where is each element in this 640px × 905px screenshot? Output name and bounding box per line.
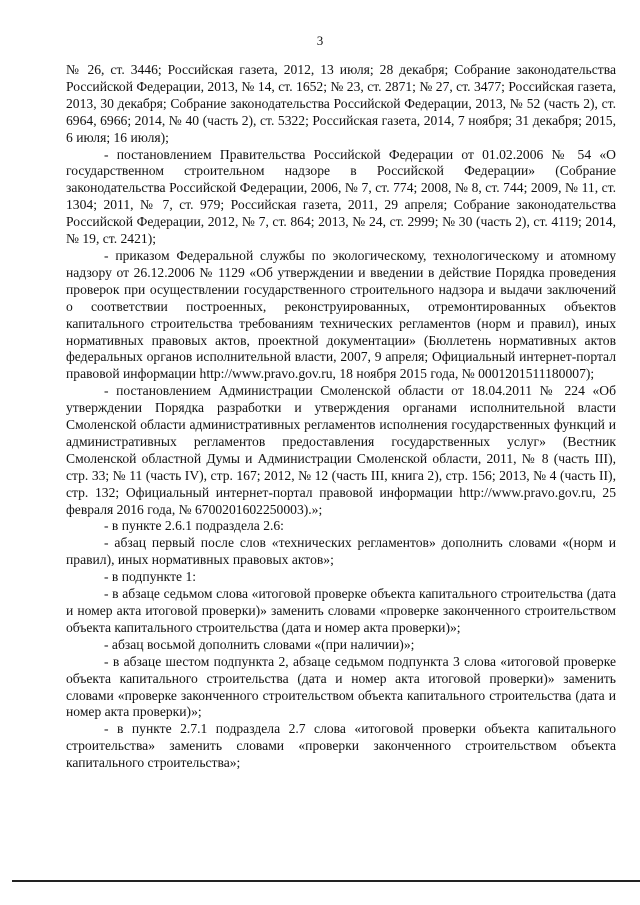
- paragraph: - в абзаце шестом подпункта 2, абзаце седьмом подпункта 3 слова «итоговой проверке объекта капитального строительства (дата и номер акта итоговой проверки)» заменить словами «проверке законченного строительством объекта капитального строительства (дата и номер акта проверки)»;: [66, 653, 616, 720]
- document-body: [66, 62, 616, 772]
- paragraph: № 26, ст. 3446; Российская газета, 2012, 13 июля; 28 декабря; Собрание законодательства Российской Федерации, 2013, № 14, ст. 1652; № 23, ст. 2871; № 27, ст. 3477; Российская газета, 2013, 30 декабря; Собрание законодательства Российской Федерации, 2013, № 52 (часть 2), ст. 6964, 6966; 2014, № 40 (часть 2), ст. 5322; Российская газета, 2014, 7 ноября; 31 декабря; 2015, 6 июля; 16 июля);: [66, 62, 616, 145]
- paragraph: - в подпункте 1:: [104, 569, 197, 585]
- page-number: 3: [316, 33, 324, 48]
- paragraph: - абзац первый после слов «технических регламентов» дополнить словами «(норм и правил), иных нормативных правовых актов»;: [66, 535, 616, 568]
- paragraph: - в пункте 2.6.1 подраздела 2.6:: [104, 518, 284, 534]
- paragraph: - в абзаце седьмом слова «итоговой проверке объекта капитального строительства (дата и номер акта итоговой проверки)» заменить словами «проверке законченного строительством объекта капитального строительства (дата и номер акта проверки)»;: [66, 586, 616, 635]
- paragraph: - приказом Федеральной службы по экологическому, технологическому и атомному надзору от 26.12.2006 № 1129 «Об утверждении и введении в действие Порядка проведения проверок при осуществлении государственного строительного надзора и выдачи заключений о соответствии построенных, реконструированных, отремонтированных объектов капитального строительства требованиям технических регламентов (норм и правил), иных нормативных правовых актов, проектной документации» (Бюллетень нормативных актов федеральных органов исполнительной власти, 2007, 9 апреля; Официальный интернет-портал правовой информации http://www.pravo.gov.ru, 18 ноября 2015 года, № 0001201511180007);: [66, 247, 616, 382]
- paragraph: - в пункте 2.7.1 подраздела 2.7 слова «итоговой проверки объекта капитального строительства» заменить словами «проверки законченного строительством объекта капитального строительства»;: [66, 721, 616, 771]
- paragraph: - постановлением Правительства Российской Федерации от 01.02.2006 № 54 «О государственном строительном надзоре в Российской Федерации» (Собрание законодательства Российской Федерации, 2006, № 7, ст. 774; 2008, № 8, ст. 744; 2009, № 11, ст. 1304; 2011, № 7, ст. 979; Российская газета, 2011, 29 апреля; Собрание законодательства Российской Федерации, 2012, № 7, ст. 864; 2013, № 24, ст. 2999; № 30 (часть 2), ст. 4119; 2014, № 19, ст. 2421);: [66, 146, 616, 247]
- paragraph: - абзац восьмой дополнить словами «(при наличии)»;: [104, 636, 415, 652]
- paragraph: - постановлением Администрации Смоленской области от 18.04.2011 № 224 «Об утверждении Порядка разработки и утверждения органами исполнительной власти Смоленской области административных регламентов исполнения государственных функций и административных регламентов предоставления государственных услуг» (Вестник Смоленской областной Думы и Администрации Смоленской области, 2011, № 8 (часть III), стр. 33; № 11 (часть IV), стр. 167; 2012, № 12 (часть III, книга 2), стр. 156; 2013, № 4 (часть II), стр. 132; Официальный интернет-портал правовой информации http://www.pravo.gov.ru, 25 февраля 2016 года, № 6700201602250003).»;: [66, 383, 616, 517]
- page-bottom-rule: [12, 880, 640, 882]
